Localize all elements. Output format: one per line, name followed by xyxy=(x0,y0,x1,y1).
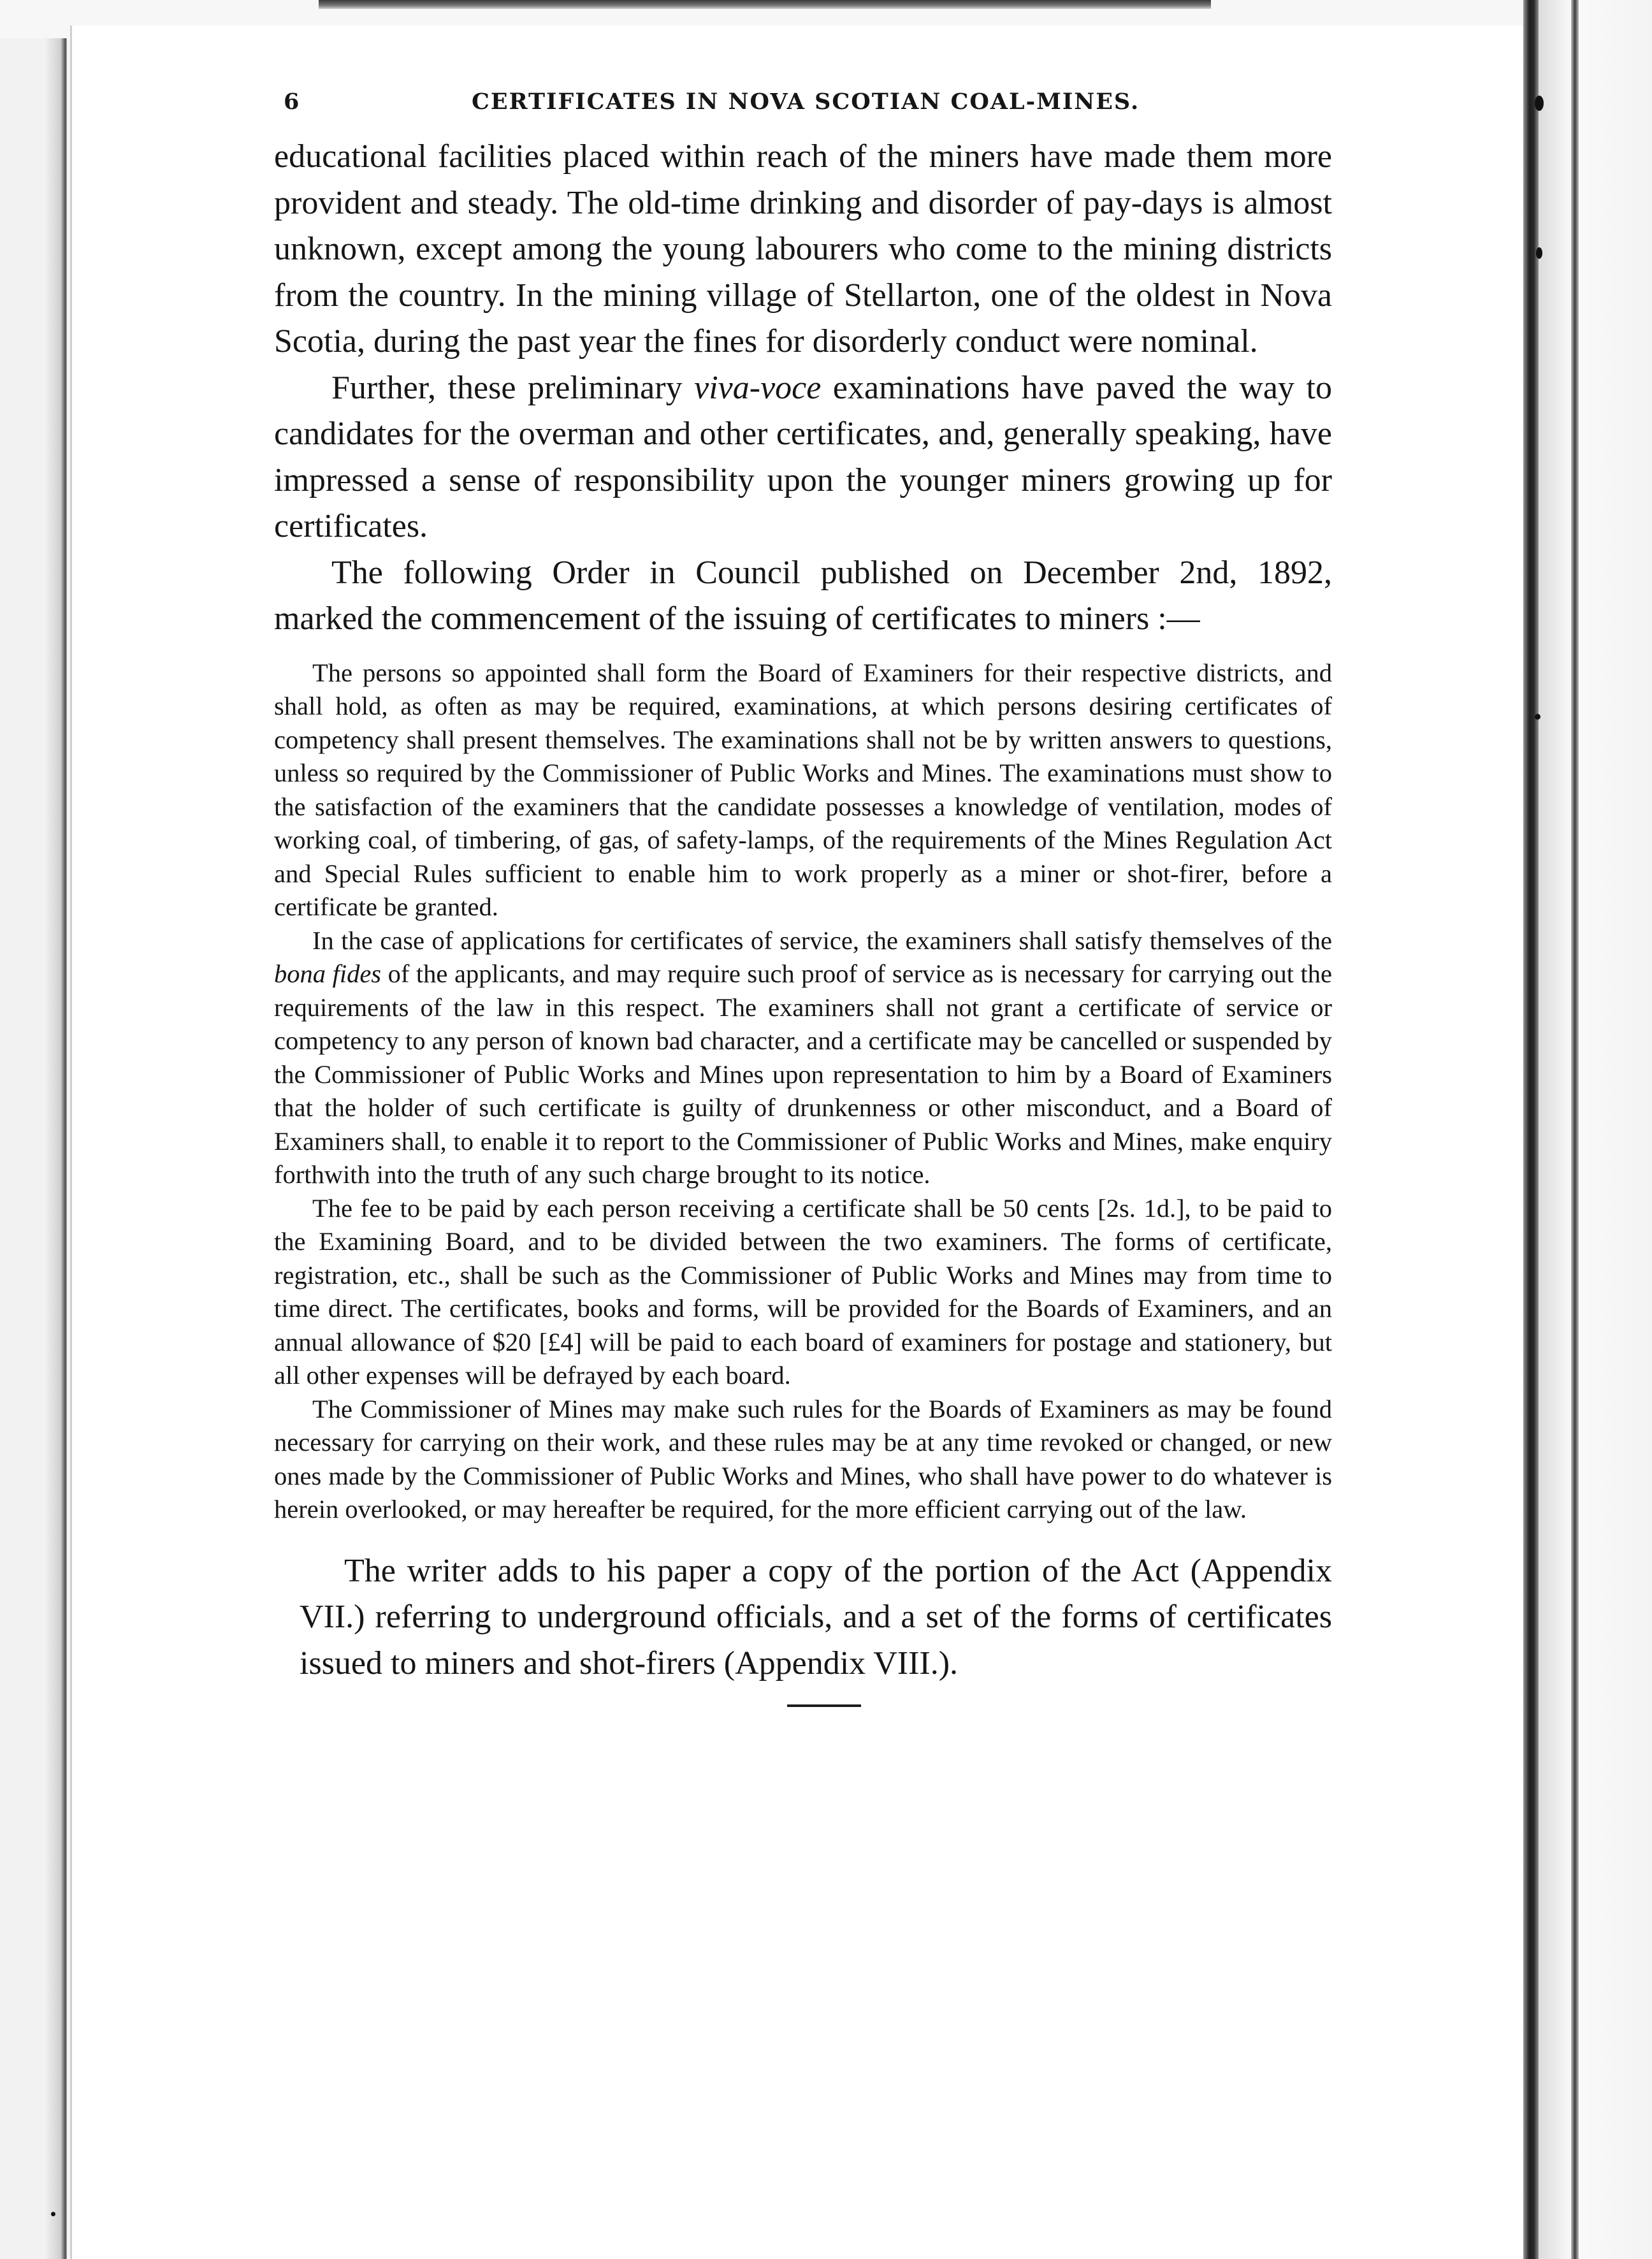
running-head-title: CERTIFICATES IN NOVA SCOTIAN COAL-MINES. xyxy=(472,89,1140,115)
quote-paragraph-service xyxy=(274,924,1332,1192)
body-text xyxy=(274,134,1332,643)
page-content xyxy=(274,70,1332,1707)
quote-paragraph-fee: The fee to be paid by each person receiving a certificate shall be 50 cents [2s. 1d.], to be paid to the Examining Board, and to be divided between the two examiners. The forms of certificate, registration, etc., shall be such as the Commissioner of Public Works and Mines may from time to time direct. The certificates, books and forms, will be provided for the Boards of Examiners, and an annual allowance of $20 [£4] will be paid to each board of examiners for postage and stationery, but all other expenses will be defrayed by each board. xyxy=(274,1193,1332,1390)
paragraph-order-in-council: The following Order in Council published on December 2nd, 1892, marked the commencement of the issuing of certificates to miners :— xyxy=(274,554,1332,637)
top-edge-shadow xyxy=(319,0,1211,9)
scan-speck xyxy=(1535,714,1540,720)
italic-term: viva-voce xyxy=(694,369,822,406)
end-rule xyxy=(787,1704,861,1707)
scan-speck xyxy=(51,2212,55,2216)
gutter-shadow xyxy=(1523,0,1539,2259)
facing-page-fold xyxy=(1571,0,1579,2259)
paragraph-text: examinations have paved the way to candidates for the overman and other certificates, and, generally speaking, have impressed a sense of responsibility upon the younger miners growing up for certificates. xyxy=(274,369,1332,544)
quote-text: In the case of applications for certificates of service, the examiners shall satisfy themselves of the xyxy=(312,926,1332,955)
scan-speck xyxy=(1535,96,1544,111)
quote-paragraph-rules: The Commissioner of Mines may make such rules for the Boards of Examiners as may be found necessary for carrying on their work, and these rules may be at any time revoked or changed, or new ones made by the Commissioner of Public Works and Mines, who shall have power to do whatever is herein overlooked, or may hereafter be required, for the more efficient carrying out of the law. xyxy=(274,1394,1332,1523)
left-margin-edge xyxy=(0,38,67,2259)
order-in-council-quote xyxy=(274,657,1332,1527)
running-head xyxy=(274,70,1332,134)
paragraph-continued: educational facilities placed within reach of the miners have made them more provident and steady. The old-time drinking and disorder of pay-days is almost unknown, except among the young labourers who come to the mining districts from the country. In the mining village of Stellarton, one of the oldest in Nova Scotia, during the past year the fines for disorderly conduct were nominal. xyxy=(274,138,1332,360)
quote-text: of the applicants, and may require such proof of service as is necessary for carrying out the requirements of the law in this respect. The examiners shall not grant a certificate of service or competency to any person of known bad character, and a certificate may be cancelled or suspended by the Commissioner of Public Works and Mines upon representation to him by a Board of Examiners that the holder of such certificate is guilty of drunkenness or other misconduct, and a Board of Examiners shall, to enable it to report to the Commissioner of Public Works and Mines, make enquiry forthwith into the truth of any such charge brought to its notice. xyxy=(274,959,1332,1189)
scan-speck xyxy=(1536,247,1542,259)
closing-paragraph xyxy=(300,1548,1332,1687)
paragraph-viva-voce xyxy=(274,365,1332,550)
facing-page-edge xyxy=(1539,0,1652,2259)
italic-term: bona fides xyxy=(274,959,382,988)
page-number: 6 xyxy=(284,89,301,115)
quote-paragraph-board: The persons so appointed shall form the Board of Examiners for their respective districts, and shall hold, as often as may be required, examinations, at which persons desiring certificates of competency shall present themselves. The examinations shall not be by written answers to questions, unless so required by the Commissioner of Public Works and Mines. The examinations must show to the satisfaction of the examiners that the candidate possesses a knowledge of ventilation, modes of working coal, of timbering, of gas, of safety-lamps, of the requirements of the Mines Regulation Act and Special Rules sufficient to enable him to work properly as a miner or shot-firer, before a certificate be granted. xyxy=(274,658,1332,921)
closing-text: The writer adds to his paper a copy of the portion of the Act (Appendix VII.) referring to underground officials, and a set of the forms of certificates issued to miners and shot-firers (Appendix VIII.). xyxy=(300,1552,1332,1682)
paragraph-text: Further, these preliminary xyxy=(331,369,695,406)
